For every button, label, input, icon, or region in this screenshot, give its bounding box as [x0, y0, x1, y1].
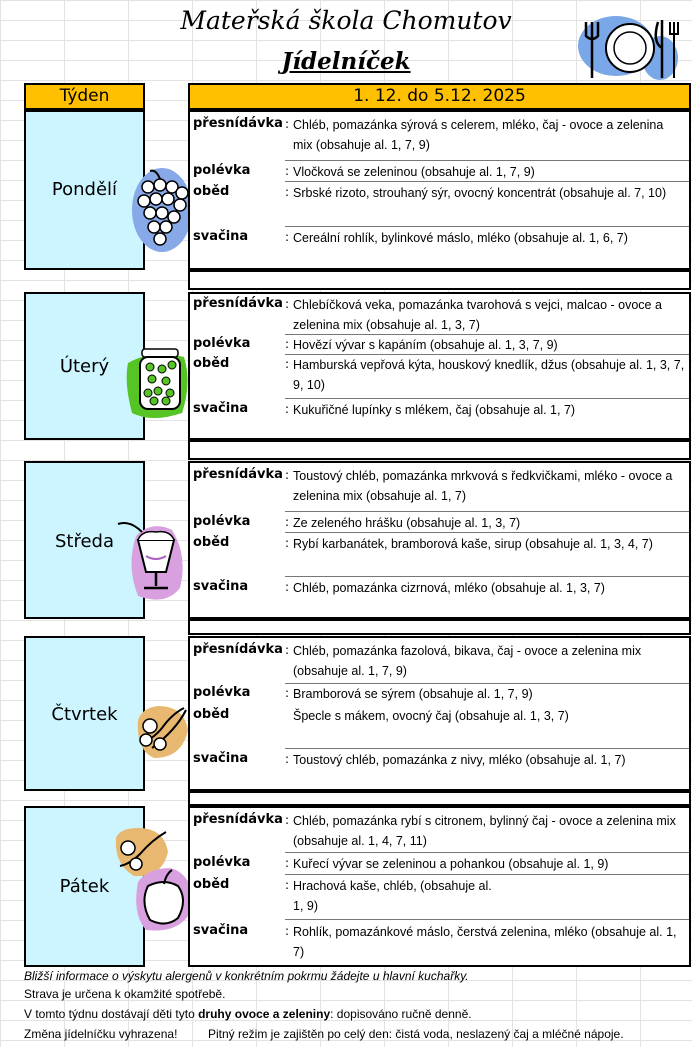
- meal-label: polévka: [193, 163, 251, 178]
- day-name: Úterý: [59, 356, 110, 377]
- menu-box-tuesday: [188, 292, 691, 440]
- school-name: Mateřská škola Chomutov: [180, 6, 512, 35]
- meal-label: svačina: [193, 229, 249, 244]
- meal-text: Hovězí vývar s kapáním (obsahuje al. 1, 3, 7, 9): [293, 338, 558, 352]
- colon: :: [285, 580, 290, 594]
- colon: :: [285, 515, 290, 529]
- meal-text: Srbské rizoto, strouhaný sýr, ovocný koncentrát (obsahuje al. 7, 10): [293, 186, 667, 200]
- meal-label: svačina: [193, 579, 249, 594]
- menu-box-thursday: [188, 636, 691, 791]
- meal-text: Chléb, pomazánka cizrnová, mléko (obsahuje al. 1, 3, 7): [293, 581, 605, 595]
- day-name: Pátek: [59, 876, 110, 897]
- separator: [188, 791, 691, 806]
- divider: [285, 160, 689, 161]
- meal-label: přesnídávka: [193, 812, 283, 827]
- colon: :: [285, 297, 290, 311]
- meal-text: Rybí karbanátek, bramborová kaše, sirup (obsahuje al. 1, 3, 4, 7): [293, 537, 653, 551]
- divider: [285, 874, 689, 875]
- meal-label: polévka: [193, 514, 251, 529]
- divider: [285, 576, 689, 577]
- day-box-thursday: [24, 636, 145, 791]
- separator: [188, 619, 691, 635]
- divider: [285, 511, 689, 512]
- colon: :: [285, 185, 290, 199]
- separator: [188, 270, 691, 290]
- meal-text: Špecle s mákem, ovocný čaj (obsahuje al. 1, 3, 7): [293, 709, 569, 723]
- change-note: Změna jídelníčku vyhrazena!: [24, 1027, 178, 1041]
- week-label: Týden: [24, 83, 145, 110]
- meal-text: Rohlík, pomazánkové máslo, čerstvá zelenina, mléko (obsahuje al. 1, 7): [293, 925, 677, 959]
- meal-text: Chléb, pomazánka sýrová s celerem, mléko, čaj - ovoce a zelenina mix (obsahuje al. 1, 7, 9): [293, 118, 664, 152]
- colon: :: [285, 813, 290, 827]
- meal-text: Bramborová se sýrem (obsahuje al. 1, 7, 9): [293, 687, 533, 701]
- colon: :: [285, 357, 290, 371]
- day-name: Čtvrtek: [51, 704, 118, 725]
- cornucopia-icon: [132, 700, 190, 760]
- meal-text: Cereální rohlík, bylinkové máslo, mléko (obsahuje al. 1, 6, 7): [293, 231, 628, 245]
- divider: [285, 226, 689, 227]
- colon: :: [285, 337, 290, 351]
- divider: [285, 748, 689, 749]
- meal-label: přesnídávka: [193, 116, 283, 131]
- meal-label: oběd: [193, 535, 230, 550]
- colon: :: [285, 752, 290, 766]
- meal-label: přesnídávka: [193, 642, 283, 657]
- colon: :: [285, 117, 290, 131]
- menu-box-wednesday: [188, 461, 691, 619]
- separator: [188, 440, 691, 460]
- day-name: Středa: [54, 531, 115, 552]
- colon: :: [285, 856, 290, 870]
- drinking-note: Pitný režim je zajištěn po celý den: čistá voda, neslazený čaj a mléčné nápoje.: [208, 1027, 624, 1041]
- page-title: Jídelníček: [281, 48, 411, 75]
- fruit-note-prefix: V tomto týdnu dostávají děti tyto: [24, 1007, 199, 1021]
- meal-text: Hrachová kaše, chléb, (obsahuje al. 1, 9): [293, 879, 492, 913]
- divider: [285, 852, 689, 853]
- meal-text: Ze zeleného hrášku (obsahuje al. 1, 3, 7): [293, 516, 521, 530]
- colon: :: [285, 643, 290, 657]
- menu-box-monday: [188, 110, 691, 270]
- meal-label: oběd: [193, 707, 230, 722]
- colon: :: [285, 536, 290, 550]
- day-box-monday: [24, 110, 145, 270]
- cornucopia-apple-icon: [112, 824, 194, 934]
- divider: [285, 398, 689, 399]
- colon: :: [285, 230, 290, 244]
- colon: :: [285, 686, 290, 700]
- colon: :: [285, 468, 290, 482]
- meal-label: oběd: [193, 877, 230, 892]
- meal-text: Hamburská vepřová kýta, houskový knedlík, džus (obsahuje al. 1, 3, 7, 9, 10): [293, 358, 685, 392]
- fruit-note-bold: druhy ovoce a zeleniny: [198, 1007, 331, 1021]
- consumption-note: Strava je určena k okamžité spotřebě.: [24, 987, 226, 1001]
- colon: :: [285, 164, 290, 178]
- week-range: 1. 12. do 5.12. 2025: [188, 83, 691, 110]
- meal-label: přesnídávka: [193, 296, 283, 311]
- allergen-note: Bližší informace o výskytu alergenů v konkrétním pokrmu žádejte u hlavní kuchařky.: [24, 969, 469, 983]
- meal-text: Vločková se zeleninou (obsahuje al. 1, 7, 9): [293, 165, 535, 179]
- meal-text: Chléb, pomazánka rybí s citronem, bylinný čaj - ovoce a zelenina mix (obsahuje al. 1, 4, 7, 11): [293, 814, 676, 848]
- divider: [285, 919, 689, 920]
- meal-label: oběd: [193, 356, 230, 371]
- day-name: Pondělí: [51, 179, 118, 200]
- meal-label: svačina: [193, 401, 249, 416]
- meal-text: Chléb, pomazánka fazolová, bikava, čaj - ovoce a zelenina mix (obsahuje al. 1, 7, 9): [293, 644, 642, 678]
- meal-text: Toustový chléb, pomazánka z nivy, mléko (obsahuje al. 1, 7): [293, 753, 626, 767]
- grapes-icon: [130, 165, 195, 260]
- meal-label: polévka: [193, 685, 251, 700]
- meal-label: polévka: [193, 336, 251, 351]
- meal-text: Kukuřičné lupínky s mlékem, čaj (obsahuje al. 1, 7): [293, 403, 576, 417]
- colon: :: [285, 878, 290, 892]
- meal-label: polévka: [193, 855, 251, 870]
- colon: :: [285, 924, 290, 938]
- meal-label: svačina: [193, 923, 249, 938]
- colon: :: [285, 402, 290, 416]
- meal-label: svačina: [193, 751, 249, 766]
- menu-box-friday: [188, 806, 691, 967]
- milkshake-icon: [116, 516, 188, 602]
- fruit-note: [24, 1007, 472, 1021]
- meal-text: Toustový chléb, pomazánka mrkvová s ředkvičkami, mléko - ovoce a zelenina mix (obsahuje al. 1, 7): [293, 469, 673, 503]
- meal-text: Kuřecí vývar se zeleninou a pohankou (obsahuje al. 1, 9): [293, 857, 609, 871]
- meal-label: přesnídávka: [193, 467, 283, 482]
- plate-cutlery-icon: [570, 12, 688, 84]
- meal-label: oběd: [193, 184, 230, 199]
- divider: [285, 181, 689, 182]
- jar-icon: [122, 343, 194, 423]
- divider: [285, 532, 689, 533]
- fruit-note-suffix: : dopisováno ručně denně.: [330, 1007, 472, 1021]
- meal-text: Chlebíčková veka, pomazánka tvarohová s vejci, malcao - ovoce a zelenina mix (obsahuje al. 1, 3, 7): [293, 298, 662, 332]
